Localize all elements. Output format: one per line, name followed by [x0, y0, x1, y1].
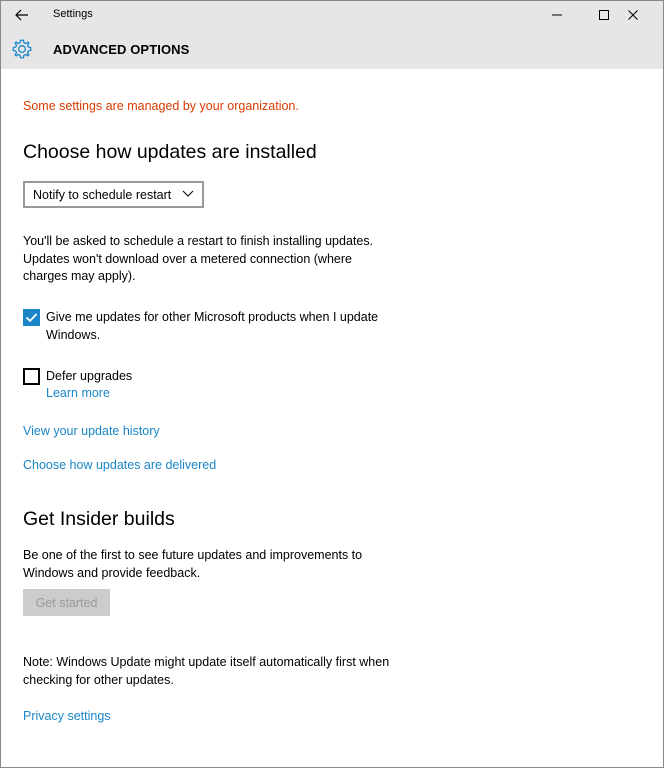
update-history-link[interactable]: View your update history — [23, 424, 160, 438]
learn-more-link[interactable]: Learn more — [46, 386, 110, 400]
close-button[interactable] — [613, 1, 653, 29]
gear-icon — [11, 38, 33, 60]
page-heading: ADVANCED OPTIONS — [53, 42, 190, 57]
get-started-button[interactable]: Get started — [23, 589, 110, 616]
defer-upgrades-checkbox[interactable] — [23, 368, 40, 385]
update-delivery-link[interactable]: Choose how updates are delivered — [23, 458, 217, 472]
close-icon — [627, 9, 639, 21]
chevron-down-icon — [182, 190, 194, 198]
install-mode-value: Notify to schedule restart — [33, 187, 172, 202]
org-managed-warning: Some settings are managed by your organization. — [23, 99, 299, 113]
back-arrow-icon — [15, 9, 29, 21]
checkmark-icon — [23, 309, 40, 326]
other-products-checkbox[interactable] — [23, 309, 40, 326]
minimize-icon — [551, 9, 563, 21]
update-note: Note: Windows Update might update itself automatically first when checking for other updates. — [23, 655, 390, 687]
defer-upgrades-label: Defer upgrades — [46, 369, 133, 383]
app-title: Settings — [53, 8, 93, 20]
insider-description: Be one of the first to see future updates and improvements to Windows and provide feedback. — [23, 548, 363, 580]
install-mode-dropdown[interactable] — [23, 181, 204, 208]
privacy-settings-link[interactable]: Privacy settings — [23, 709, 111, 723]
install-description: You'll be asked to schedule a restart to finish installing updates. Updates won't download over a metered connection (where charges may apply). — [23, 234, 374, 283]
maximize-icon — [598, 9, 610, 21]
title-bar — [1, 1, 663, 69]
other-products-label: Give me updates for other Microsoft products when I update Windows. — [46, 310, 379, 342]
back-button[interactable] — [11, 5, 33, 25]
install-section-title: Choose how updates are installed — [23, 141, 317, 163]
minimize-button[interactable] — [537, 1, 577, 29]
insider-section-title: Get Insider builds — [23, 508, 175, 530]
